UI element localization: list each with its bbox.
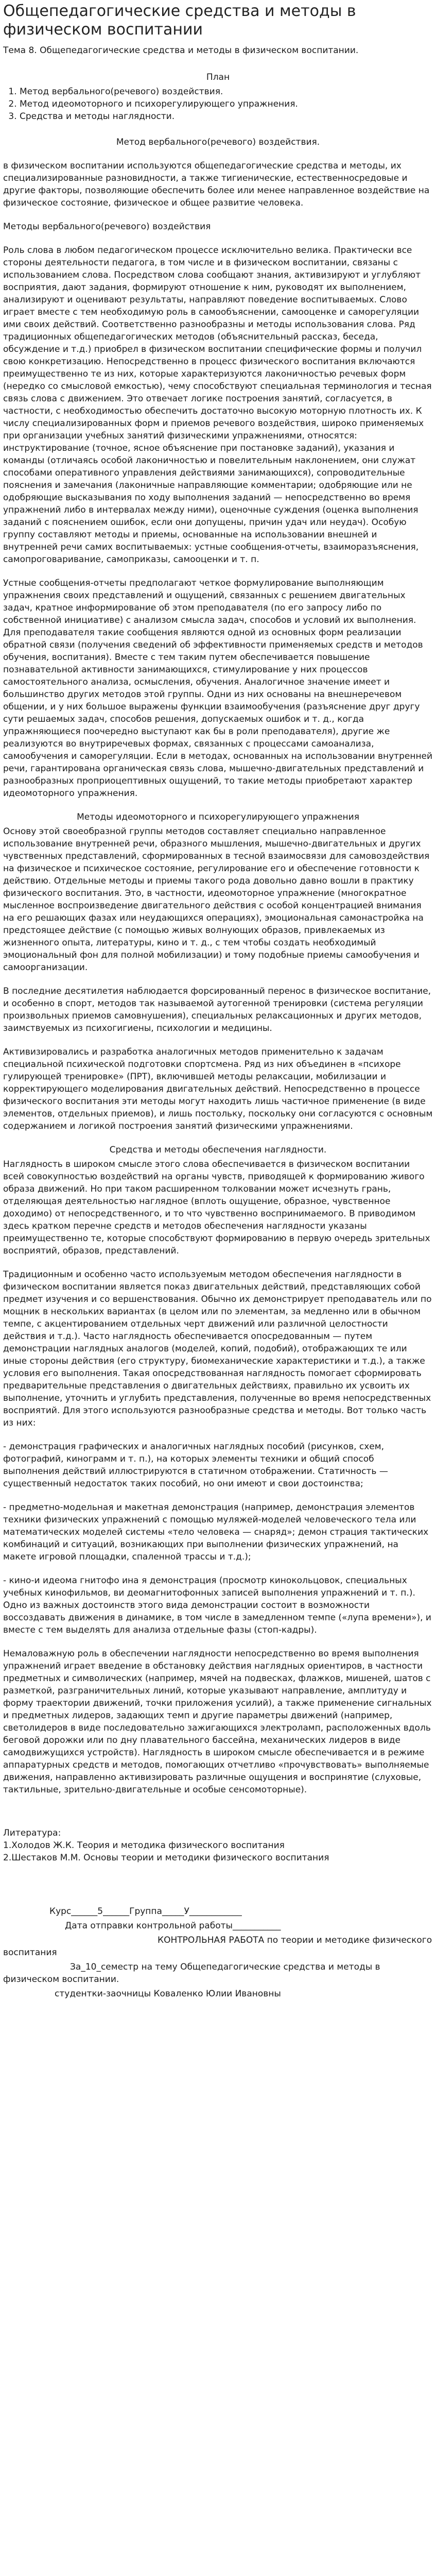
topic-line: Тема 8. Общепедагогические средства и методы в физическом воспитании. <box>3 45 359 56</box>
section2-paragraph: Активизировались и разработка аналогичных методов применительно к задачам специальной психической подготовки спортсмена. Ряд из них объединен в «психоре гулирующей тренировке» (ПРТ), включившей методы релаксации, мобилизации и корректирующего моделирования двигательных действий. Непосредственно в процессе физического воспитания эти методы могут находить лишь частичное применение (в виде элементов, отдельных приемов), и лишь постольку, поскольку они согласуются с основным содержанием и логикой построения занятий физическими упражнениями. <box>3 1047 433 1131</box>
plan-item: 3. Средства и методы наглядности. <box>20 110 433 123</box>
section1-intro: в физическом воспитании используются общепедагогические средства и методы, их специализированные разновидности, а также тигиенические, естественносредовые и другие факторы, позволяющие обеспечить более или менее направленное воздействие на физическое состояние, физическое и общее развитие человека. <box>3 161 430 208</box>
section3-paragraph: Немаловажную роль в обеспечении наглядности непосредственно во время выполнения упражнений играет введение в обстановку действия наглядных ориентиров, в частности предметных и символических (например, мячей на подвесках, флажков, мишеней, шатов с разметкой, разграничительных линий, которые указывают направление, амплитуду и форму траектории движений, точки приложения усилий), а также применение сигнальных и предметных лидеров, задающих темп и другие параметры движений (например, светолидеров в виде последовательно зажигающихся электроламп, расположенных вдоль беговой дорожки или по дну плавательного бассейна, механических лидеров в виде самодвижущихся устройств). Наглядность в широком смысле обеспечивается и в режиме аппаратурных средств и методов, помогающих отчетливо «прочувствовать» выполняемые движения, направленно активизировать различные ощущения и воспринятие (слуховые, тактильные, зрительно-двигательные и особые сенсомоторные). <box>3 1649 432 1795</box>
course-group-line: Курс______5______Группа_____У____________ <box>49 1906 242 1917</box>
work-type-line: КОНТРОЛЬНАЯ РАБОТА по теории и методике физического воспитания <box>3 1935 432 1958</box>
section1-paragraph: Устные сообщения-отчеты предполагают четкое формулирование выполняющим упражнения своих представлений и ощущений, связанных с решением двигательных задач, кратное информирование об этом преподавателя (по его запросу либо по собственной инициативе) с анализом смысла задач, способов и условий их выполнения. Для преподавателя такие сообщения являются одной из основных форм реализации обратной связи (получения сведений об эффективности применяемых средств и методов обучения, воспитания). Вместе с тем таким путем обеспечивается повышение познавательной активности занимающихся, стимулирование у них процессов самостоятельного анализа, осмысления, обучения. Аналогичное значение имеет и большинство других методов этой группы. Одни из них основаны на внешнеречевом общении, и у них большое выражены функции взаимообучения (разъяснение друг другу сути решаемых задач, способов решения, допускаемых ошибок и т. д., когда упражняющиеся поочередно выступают как бы в роли преподавателя), другие же реализуются во внутриречевых формах, связанных с процессами самоанализа, самообучения и саморегуляции. Если в методах, основанных на использовании внутренней речи, гарантирована органическая связь слова, мышечно-двигательных представлений и разнообразных проприоцептивных ощущений, то такие методы приобретают характер идеомоторного упражнения. <box>3 578 433 799</box>
plan-item: 2. Метод идеомоторного и психорегулирующего упражнения. <box>20 98 433 110</box>
section1-heading: Метод вербального(речевого) воздействия. <box>116 137 320 147</box>
section1-paragraph: Роль слова в любом педагогическом процессе исключительно велика. Практически все стороны деятельности педагога, в том числе и в физическом воспитании, связаны с использованием слова. Посредством слова сообщают знания, активизируют и углубляют восприятия, дают задания, формируют отношение к ним, руководят их выполнением, анализируют и оценивают результаты, направляют поведение воспитываемых. Слово играет вместе с тем необходимую роль в самообъяснении, самооценке и саморегуляции ими своих действий. Соответственно разнообразны и методы использования слова. Ряд традиционных общепедагогических методов (объяснительный рассказ, беседа, обсуждение и т.д.) приобрел в физическом воспитании специфические формы и получил свою конкретизацию. Непосредственно в процесс физического воспитания включаются преимущественно те из них, которые характеризуются лаконичностью речевых форм (нередко со смысловой емкостью), чему способствуют специальная терминология и тесная связь слова с движением. Это отвечает логике построения занятий, согласуется, в частности, с необходимостью обеспечить достаточно высокую моторную плотность их. К числу специализированных форм и приемов речевого воздействия, широко применяемых при организации учебных занятий физическими упражнениями, относятся: инструктирование (точное, ясное объяснение при постановке заданий), указания и команды (отличаясь особой лаконичностью и повелительным наклонением, они служат способами оперативного управления действиями занимающихся), сопроводительные пояснения и замечания (лаконичные направляющие комментарии; одобряющие или не одобряющие высказывания по ходу выполнения заданий — непосредственно во время упражнений либо в интервалах между ними), оценочные суждения (оценка выполнения заданий с пояснением ошибок, если они допущены, причин удач или неудач). Особую группу составляют методы и приемы, основанные на использовании внешней и внутренней речи самих воспитываемых: устные сообщения-отчеты, взаиморазъяснения, самопроговаривание, самоприказы, самооценки и т. п. <box>3 245 432 565</box>
submission-date-line: Дата отправки контрольной работы___________ <box>65 1921 281 1931</box>
section1-subheading: Методы вербального(речевого) воздействия <box>3 222 211 232</box>
section3-paragraph: Наглядность в широком смысле этого слова обеспечивается в физическом воспитании всей совокупностью воздействий на органы чувств, приводящей к формированию живого образа движений. Но при таком расширенном толковании может исчезнуть грань, отделяющая деятельностью наглядное (вплоть ощущение, образное, чувственное доходимо) от непосредственного, и то что чувственно воспринимаемого. В приводимом здесь кратком перечне средств и методов обеспечения наглядности указаны преимущественно те, которые способствуют формированию в первую очередь зрительных восприятий, образов, представлений. <box>3 1159 430 1256</box>
plan-list <box>3 86 433 123</box>
section2-heading: Методы идеомоторного и психорегулирующего упражнения <box>77 812 359 822</box>
semester-topic-line: За_10_семестр на тему Общепедагогические средства и методы в физическом воспитании. <box>3 1962 380 1985</box>
section3-heading: Средства и методы обеспечения наглядности. <box>109 1145 327 1155</box>
section3-paragraph: Традиционным и особенно часто используемым методом обеспечения наглядности в физическом воспитании является показ двигательных действий, представляющих собой предмет изучения и со вершенствования. Обычно их демонстрирует преподаватель или по мощник в нескольких вариантах (в целом или по элементам, за медленно или в обычном темпе, с акцентированием отдельных черт движений или различной целостности действия и т.д.). Часто наглядность обеспечивается опосредованным — путем демонстрации наглядных аналогов (моделей, копий, подобий), отображающих те или иные стороны действия (его структуру, биомеханические характеристики и т.д.), а также условия его выполнения. Такая опосредствованная наглядность помогает сформировать предварительные представления о двигательных действиях, правильно их усвоить их выполнение, уточнить и углубить представления, полученные во время непосредственных восприятий. Для этого используются разнообразные средства и методы. Вот только часть из них: <box>3 1269 432 1428</box>
literature-heading: Литература: <box>3 1828 61 1838</box>
title-block <box>3 1905 433 2000</box>
page-title: Общепедагогические средства и методы в физическом воспитании <box>3 2 356 39</box>
literature-item: 2.Шестаков М.М. Основы теории и методики физического воспитания <box>3 1853 329 1863</box>
plan-heading: План <box>206 72 230 82</box>
section3-list-item: - кино-и идеома гнитофо ина я демонстрация (просмотр кинокольцовок, специальных учебных кинофильмов, ви деомагнитофонных записей выполнения упражнений и т. п.). Одно из важных достоинств этого вида демонстрации состоит в возможности воссоздавать движения в динамике, в том числе в замедленном темпе («лупа времени»), и вместе с тем выделять для анализа отдельные фазы (стоп-кадры). <box>3 1575 431 1635</box>
section3-list-item: - предметно-модельная и макетная демонстрация (например, демонстрация элементов техники физических упражнений с помощью муляжей-моделей человеческого тела или математических моделей системы «тело человека — снаряд»; демон страция тактических комбинаций и ситуаций, возникающих при выполнении физических упражнений, на макете игровой площадки, спаленной трассы и т.д.); <box>3 1502 429 1562</box>
section3-list-item: - демонстрация графических и аналогичных наглядных пособий (рисунков, схем, фотографий, кинограмм и т. п.), на которых элементы техники и общий способ выполнения действий иллюстрируются в статичном отображении. Статичность — существенный недостаток таких пособий, но они имеют и свои достоинства; <box>3 1442 388 1489</box>
plan-item: 1. Метод вербального(речевого) воздействия. <box>20 86 433 98</box>
section2-paragraph: В последние десятилетия наблюдается форсированный перенос в физическое воспитание, и особенно в спорт, методов так называемой аутогенной тренировки (система регуляции произвольных приемов самовнушения), специальных релаксационных и других методов, заимствуемых из психогигиены, психологии и медицины. <box>3 986 431 1033</box>
section2-paragraph: Основу этой своеобразной группы методов составляет специально направленное использование внутренней речи, образного мышления, мышечно-двигательных и других чувственных представлений, сформированных в тесной взаимосвязи для самовоздействия на физическое и психическое состояние, регулирование его и обеспечение готовности к действию. Отдельные методы и приемы такого рода довольно давно вошли в практику физического воспитания. Это, в частности, идеомоторное упражнение (многократное мысленное воспроизведение двигательного действия с особой концентрацией внимания на его решающих фазах или неудающихся операциях), эмоциональная самонастройка на предстоящее действие (с помощью живых волнующих образов, привлекаемых из жизненного опыта, литературы, кино и т. д., с тем чтобы создать необходимый эмоциональный фон для полной мобилизации) и тому подобные приемы самообучения и самоорганизации. <box>3 826 430 973</box>
student-name-line: студентки-заочницы Коваленко Юлии Ивановны <box>55 1989 281 1999</box>
literature-item: 1.Холодов Ж.К. Теория и методика физического воспитания <box>3 1840 285 1851</box>
